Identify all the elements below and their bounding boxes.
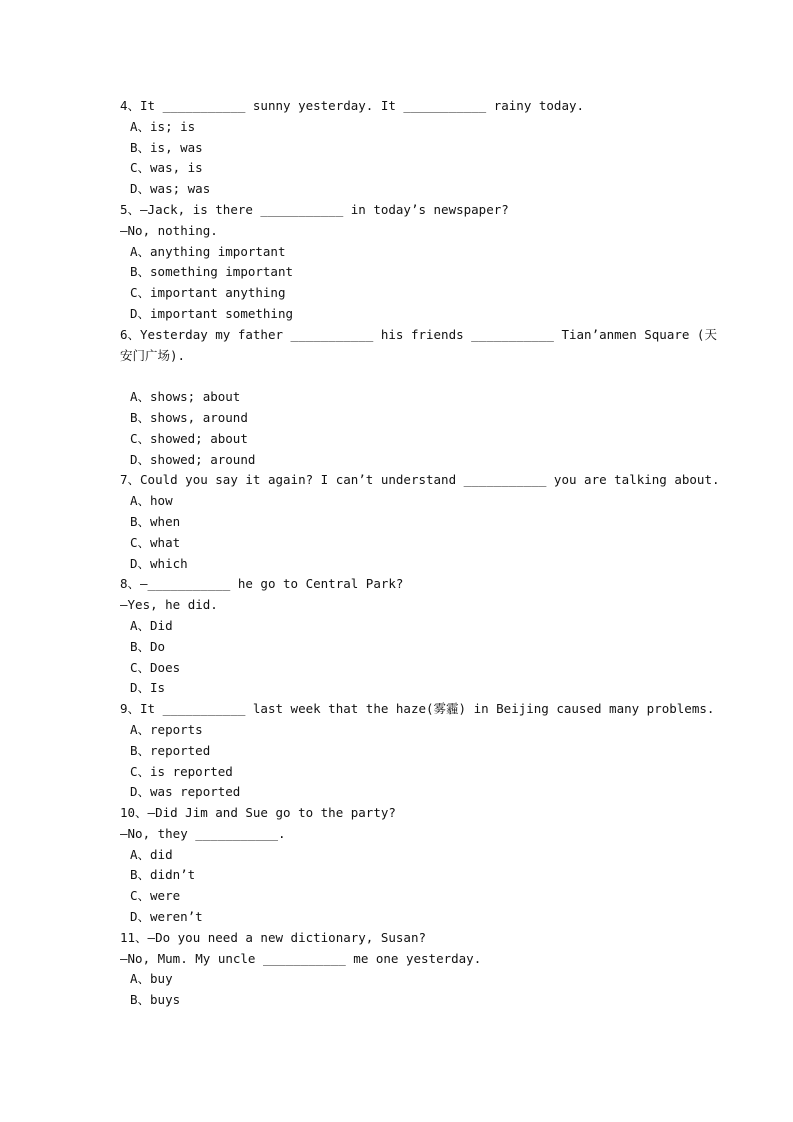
question-stem: 10、—Did Jim and Sue go to the party? xyxy=(120,805,396,821)
question-stem: 4、It ___________ sunny yesterday. It ___________ rainy today. xyxy=(120,98,585,113)
question-6 xyxy=(120,325,717,471)
option-a: A、did xyxy=(130,846,173,862)
option-b: B、didn’t xyxy=(130,867,196,883)
option-b: B、buys xyxy=(130,992,181,1008)
question-5 xyxy=(120,200,680,325)
question-stem: 9、It ___________ last week that the haze(雾霾) in Beijing caused many problems. xyxy=(120,701,715,717)
option-d: D、was reported xyxy=(130,784,241,800)
option-c: C、is reported xyxy=(130,763,233,779)
option-b: B、something important xyxy=(130,264,294,280)
question-7 xyxy=(120,470,720,574)
question-reply: —Yes, he did. xyxy=(120,597,218,613)
option-a: A、is; is xyxy=(130,118,196,134)
question-11 xyxy=(120,928,680,1011)
option-a: A、Did xyxy=(130,617,173,633)
option-a: A、shows; about xyxy=(130,389,241,405)
option-c: C、important anything xyxy=(130,285,286,301)
option-d: D、important something xyxy=(130,305,294,321)
question-list xyxy=(120,96,720,1011)
blank-line xyxy=(120,366,680,387)
option-c: C、showed; about xyxy=(130,430,248,446)
option-b: B、is, was xyxy=(130,139,203,155)
option-d: D、which xyxy=(130,555,188,571)
option-c: C、was, is xyxy=(130,160,203,176)
option-b: B、shows, around xyxy=(130,409,248,425)
option-c: C、what xyxy=(130,534,181,550)
question-stem: 11、—Do you need a new dictionary, Susan? xyxy=(120,929,426,945)
question-stem: 8、—___________ he go to Central Park? xyxy=(120,576,404,592)
question-stem-continued: 安门广场). xyxy=(120,347,186,363)
question-10 xyxy=(120,803,680,928)
question-9 xyxy=(120,699,715,803)
question-stem: 6、Yesterday my father ___________ his friends ___________ Tian’anmen Square (天 xyxy=(120,326,717,342)
option-a: A、anything important xyxy=(130,243,286,259)
option-a: A、reports xyxy=(130,721,203,737)
question-reply: —No, nothing. xyxy=(120,222,218,238)
question-8 xyxy=(120,574,680,699)
question-stem: 5、—Jack, is there ___________ in today’s newspaper? xyxy=(120,201,509,217)
option-c: C、Does xyxy=(130,659,181,675)
question-reply: —No, Mum. My uncle ___________ me one yesterday. xyxy=(120,950,482,966)
question-4 xyxy=(120,96,680,200)
question-reply: —No, they ___________. xyxy=(120,825,286,841)
option-c: C、were xyxy=(130,888,181,904)
option-d: D、was; was xyxy=(130,181,211,197)
option-d: D、showed; around xyxy=(130,451,256,467)
option-d: D、Is xyxy=(130,680,166,696)
option-b: B、Do xyxy=(130,638,166,654)
option-d: D、weren’t xyxy=(130,909,203,925)
option-a: A、buy xyxy=(130,971,173,987)
option-b: B、reported xyxy=(130,742,211,758)
option-a: A、how xyxy=(130,493,173,509)
option-b: B、when xyxy=(130,513,181,529)
question-stem: 7、Could you say it again? I can’t understand ___________ you are talking about. xyxy=(120,472,720,488)
